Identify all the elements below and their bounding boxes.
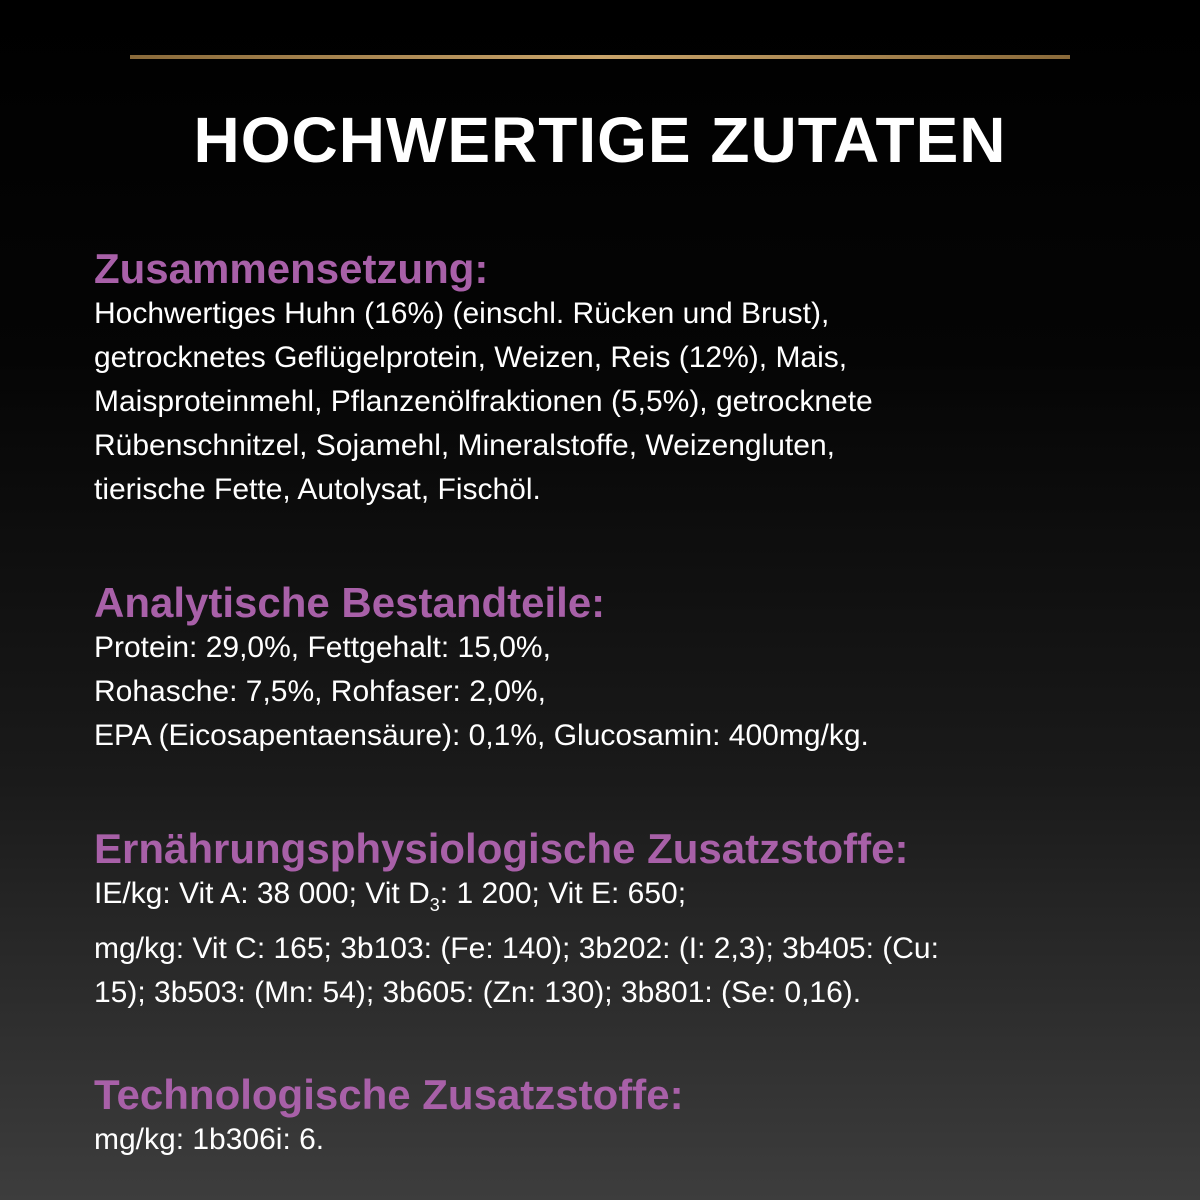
gold-divider (130, 55, 1070, 59)
nutritional-line-part: IE/kg: Vit A: 38 000; Vit D (94, 877, 430, 910)
nutritional-line: 15); 3b503: (Mn: 54); 3b605: (Zn: 130); 3b801: (Se: 0,16). (94, 976, 862, 1009)
technological-line: mg/kg: 1b306i: 6. (94, 1123, 325, 1156)
analytical-line: Protein: 29,0%, Fettgehalt: 15,0%, (94, 631, 551, 664)
nutritional-additives-text (94, 872, 1134, 1015)
page-title: HOCHWERTIGE ZUTATEN (193, 104, 1007, 176)
analytical-line: EPA (Eicosapentaensäure): 0,1%, Glucosamin: 400mg/kg. (94, 719, 869, 752)
nutritional-additives-section (94, 826, 1134, 1015)
nutritional-line-part: : 1 200; Vit E: 650; (439, 877, 687, 910)
technological-additives-text (94, 1118, 1134, 1162)
analytical-heading: Analytische Bestandteile: (94, 579, 606, 626)
analytical-text (94, 626, 1134, 758)
composition-section (94, 246, 1134, 512)
vitamin-d-subscript: 3 (429, 895, 440, 915)
technological-additives-section (94, 1072, 1134, 1162)
nutritional-line: mg/kg: Vit C: 165; 3b103: (Fe: 140); 3b202: (I: 2,3); 3b405: (Cu: (94, 932, 939, 965)
composition-line: Rübenschnitzel, Sojamehl, Mineralstoffe, Weizengluten, (94, 429, 835, 462)
technological-additives-heading: Technologische Zusatzstoffe: (94, 1071, 684, 1118)
nutritional-line (94, 872, 1134, 927)
composition-heading: Zusammensetzung: (94, 245, 489, 292)
analytical-section (94, 580, 1134, 758)
nutritional-additives-heading: Ernährungsphysiologische Zusatzstoffe: (94, 825, 909, 872)
composition-line: Hochwertiges Huhn (16%) (einschl. Rücken und Brust), (94, 297, 830, 330)
analytical-line: Rohasche: 7,5%, Rohfaser: 2,0%, (94, 675, 546, 708)
composition-line: getrocknetes Geflügelprotein, Weizen, Reis (12%), Mais, (94, 341, 848, 374)
composition-text (94, 292, 1134, 512)
composition-line: Maisproteinmehl, Pflanzenölfraktionen (5,5%), getrocknete (94, 385, 873, 418)
composition-line: tierische Fette, Autolysat, Fischöl. (94, 473, 541, 506)
